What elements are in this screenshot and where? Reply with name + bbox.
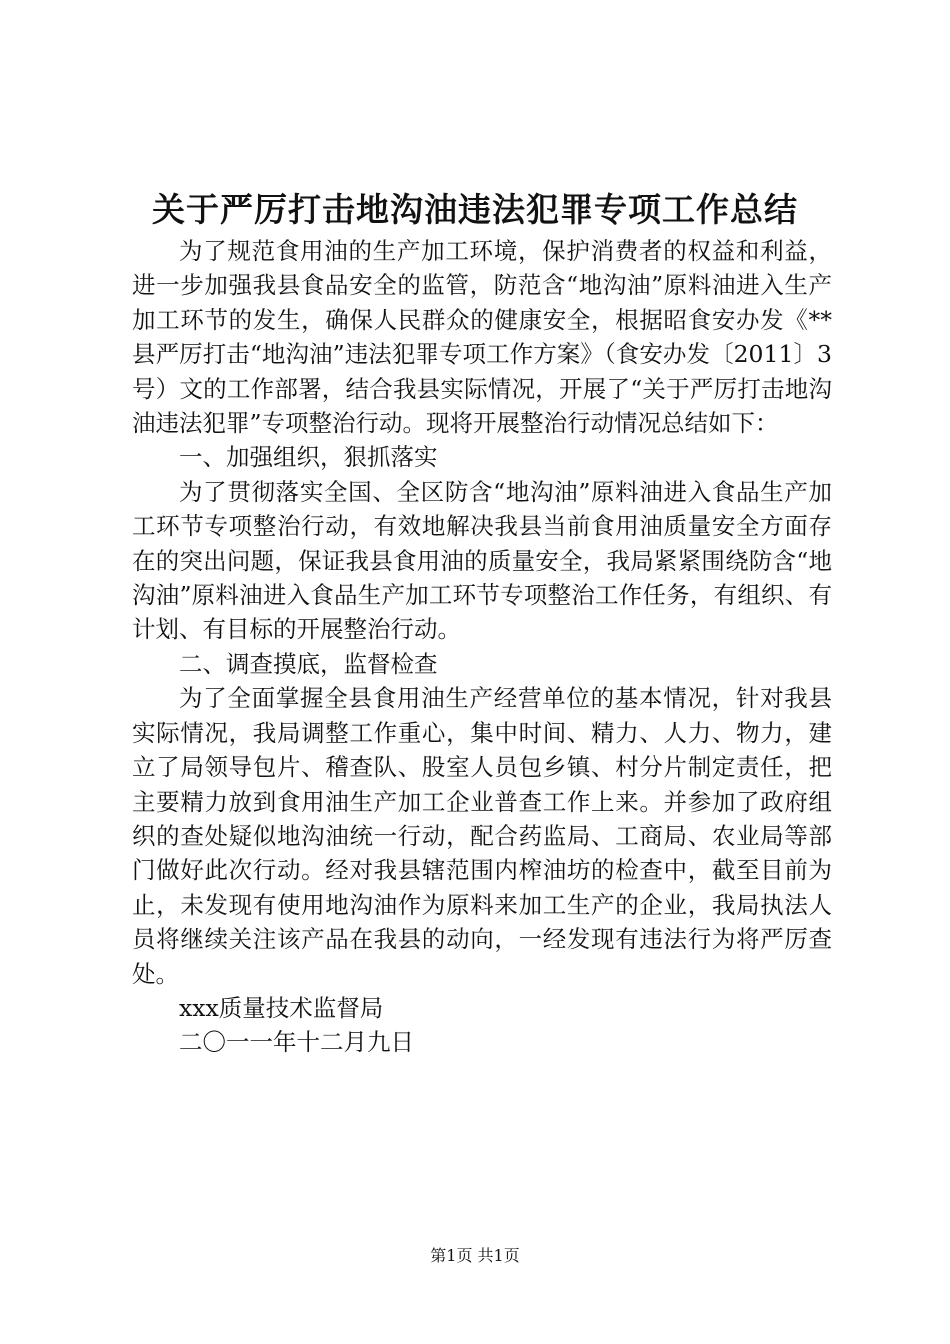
document-body — [132, 234, 832, 1060]
intro-paragraph: 为了规范食用油的生产加工环境，保护消费者的权益和利益，进一步加强我县食品安全的监管，防范含“地沟油”原料油进入生产加工环节的发生，确保人民群众的健康安全，根据昭食安办发《**县严厉打击“地沟油”违法犯罪专项工作方案》（食安办发〔2011〕3号）文的工作部署，结合我县实际情况，开展了“关于严厉打击地沟油违法犯罪”专项整治行动。现将开展整治行动情况总结如下： — [132, 237, 832, 438]
section-paragraph-1: 为了贯彻落实全国、全区防含“地沟油”原料油进入食品生产加工环节专项整治行动，有效地解决我县当前食用油质量安全方面存在的突出问题，保证我县食用油的质量安全，我局紧紧围绕防含“地沟油”原料油进入食品生产加工环节专项整治工作任务，有组织、有计划、有目标的开展整治行动。 — [132, 477, 832, 644]
section-heading-1: 一、加强组织，狠抓落实 — [179, 443, 438, 472]
signature: xxx质量技术监督局 — [179, 993, 384, 1022]
page-footer: 第1页 共1页 — [430, 1246, 520, 1265]
section-paragraph-2: 为了全面掌握全县食用油生产经营单位的基本情况，针对我县实际情况，我局调整工作重心，集中时间、精力、人力、物力，建立了局领导包片、稽查队、股室人员包乡镇、村分片制定责任，把主要精力放到食用油生产加工企业普查工作上来。并参加了政府组织的查处疑似地沟油统一行动，配合药监局、工商局、农业局等部门做好此次行动。经对我县辖范围内榨油坊的检查中，截至目前为止，未发现有使用地沟油作为原料来加工生产的企业，我局执法人员将继续关注该产品在我县的动向，一经发现有违法行为将严厉查处。 — [132, 684, 832, 988]
document-title: 关于严厉打击地沟油违法犯罪专项工作总结 — [152, 190, 798, 229]
section-heading-2: 二、调查摸底，监督检查 — [179, 649, 438, 678]
document-date: 二〇一一年十二月九日 — [179, 1028, 414, 1057]
